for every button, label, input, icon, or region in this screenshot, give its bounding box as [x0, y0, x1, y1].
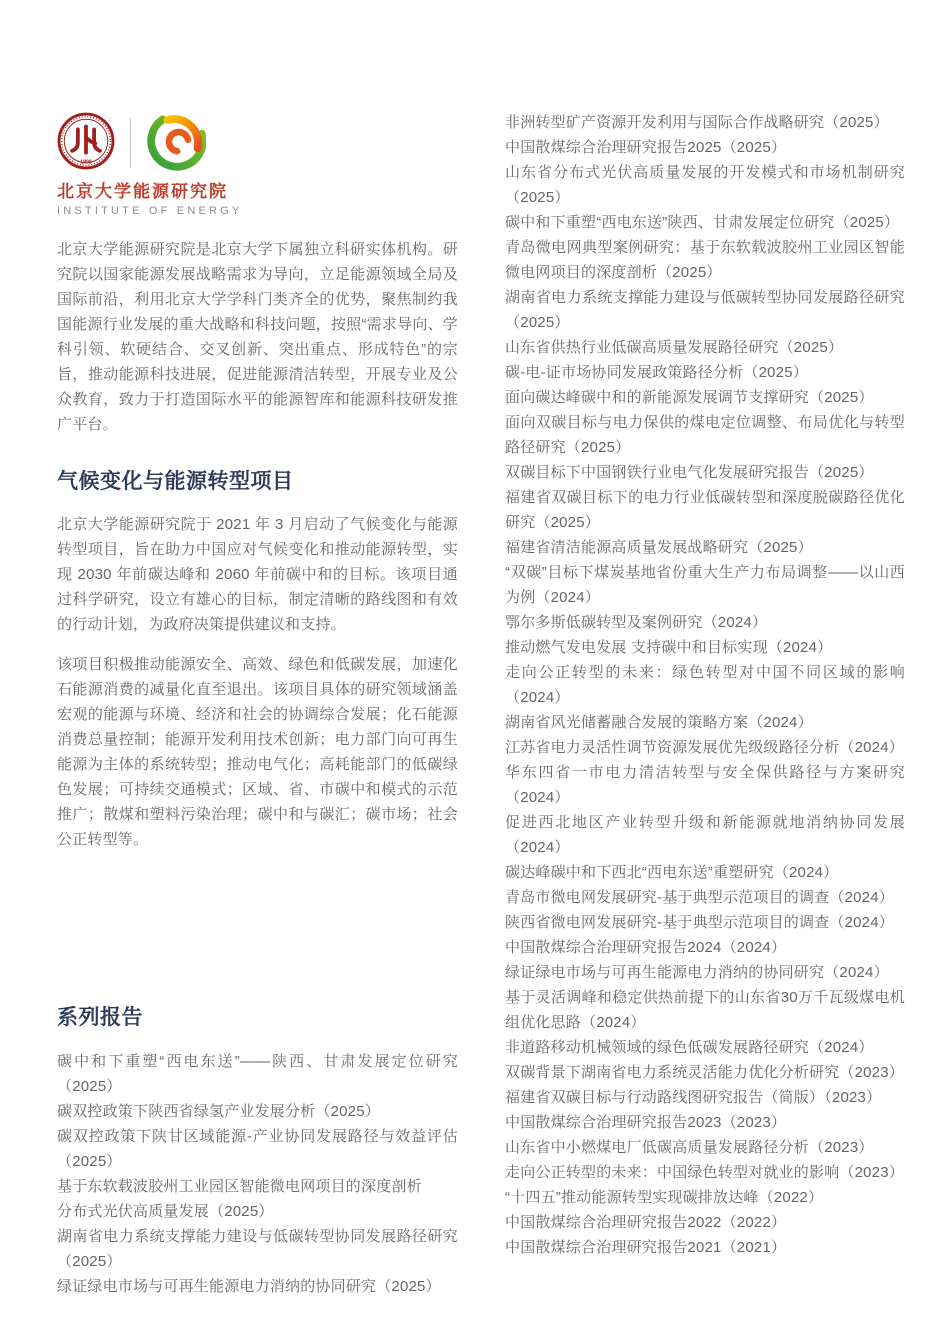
report-list-item: 基于东软载波胶州工业园区智能微电网项目的深度剖析	[57, 1177, 422, 1195]
report-list-item: 山东省分布式光伏高质量发展的开发模式和市场机制研究（2025）	[505, 164, 905, 206]
report-list-item: “十四五”推动能源转型实现碳排放达峰（2022）	[505, 1189, 824, 1206]
report-list-item: 面向双碳目标与电力保供的煤电定位调整、布局优化与转型路径研究（2025）	[505, 414, 905, 456]
report-list-item: 华东四省一市电力清洁转型与安全保供路径与方案研究（2024）	[505, 764, 905, 806]
logo-divider	[130, 118, 131, 168]
report-list-item: 中国散煤综合治理研究报告2023（2023）	[505, 1114, 787, 1131]
report-list-item: 双碳背景下湖南省电力系统灵活能力优化分析研究（2023）	[505, 1064, 904, 1081]
report-list-item: 福建省双碳目标下的电力行业低碳转型和深度脱碳路径优化研究（2025）	[505, 489, 905, 531]
report-list-item: 碳-电-证市场协同发展政策路径分析（2025）	[505, 364, 808, 381]
report-list-item: 山东省中小燃煤电厂低碳高质量发展路径分析（2023）	[505, 1139, 874, 1156]
report-list-item: 鄂尔多斯低碳转型及案例研究（2024）	[505, 614, 768, 631]
report-list-item: 基于灵活调峰和稳定供热前提下的山东省30万千瓦级煤电机组优化思路（2024）	[505, 989, 905, 1031]
section-title-climate-project: 气候变化与能源转型项目	[57, 470, 294, 493]
report-list-item: 中国散煤综合治理研究报告2022（2022）	[505, 1214, 787, 1231]
reports-list-left	[57, 1049, 458, 1299]
report-list-item: 双碳目标下中国钢铁行业电气化发展研究报告（2025）	[505, 464, 874, 481]
report-list-item: 分布式光伏高质量发展（2025）	[57, 1202, 274, 1220]
report-list-item: 中国散煤综合治理研究报告2021（2021）	[505, 1239, 787, 1256]
report-list-item: 碳达峰碳中和下西北“西电东送”重塑研究（2024）	[505, 864, 839, 881]
org-name-chinese: 北京大学能源研究院	[57, 182, 228, 201]
left-column	[57, 108, 458, 1304]
report-list-item: 福建省清洁能源高质量发展战略研究（2025）	[505, 539, 813, 556]
report-list-item: 湖南省电力系统支撑能力建设与低碳转型协同发展路径研究（2025）	[505, 289, 905, 331]
report-list-item: 中国散煤综合治理研究报告2025（2025）	[505, 139, 787, 156]
report-list-item: 走向公正转型的未来：绿色转型对中国不同区域的影响（2024）	[505, 664, 905, 706]
seal-year-label: 1898	[80, 159, 92, 166]
institute-logo	[57, 114, 458, 172]
report-list-item: 江苏省电力灵活性调节资源发展优先级级路径分析（2024）	[505, 739, 904, 756]
report-list-item: 绿证绿电市场与可再生能源电力消纳的协同研究（2024）	[505, 964, 889, 981]
report-list-item: 陕西省微电网发展研究-基于典型示范项目的调查（2024）	[505, 914, 894, 931]
energy-swirl-icon	[146, 111, 206, 176]
project-paragraph-2: 该项目积极推动能源安全、高效、绿色和低碳发展，加速化石能源消费的减量化直至退出。该项目具体的研究领域涵盖宏观的能源与环境、经济和社会的协调综合发展；化石能源消费总量控制；能源开发利用技术创新；电力部门向可再生能源为主体的系统转型；推动电气化；高耗能部门的低碳绿色发展；可持续交通模式；区域、省、市碳中和模式的示范推广；散煤和塑料污染治理；碳中和与碳汇；碳市场；社会公正转型等。	[57, 656, 458, 849]
section-title-report-series: 系列报告	[57, 1006, 143, 1030]
report-list-item: 走向公正转型的未来：中国绿色转型对就业的影响（2023）	[505, 1164, 904, 1181]
org-intro-paragraph: 北京大学能源研究院是北京大学下属独立科研实体机构。研究院以国家能源发展战略需求为导向，立足能源领域全局及国际前沿，利用北京大学学科门类齐全的优势，聚焦制约我国能源行业发展的重大战略和科技问题，按照“需求导向、学科引领、软硬结合、交叉创新、突出重点、形成特色”的宗旨，推动能源科技进展，促进能源清洁转型，开展专业及公众教育，致力于打造国际水平的能源智库和能源科技研发推广平台。	[57, 241, 458, 433]
report-list-item: 面向碳达峰碳中和的新能源发展调节支撑研究（2025）	[505, 389, 874, 406]
report-list-item: 碳中和下重塑“西电东送”——陕西、甘肃发展定位研究（2025）	[57, 1052, 458, 1095]
project-paragraph-1: 北京大学能源研究院于 2021 年 3 月启动了气候变化与能源转型项目，旨在助力中国应对气候变化和推动能源转型，实现 2030 年前碳达峰和 2060 年前碳中和的目标。该项目通过科学研究，设立有雄心的目标，制定清晰的路线图和有效的行动计划，为政府决策提供建议和支持。	[57, 516, 458, 634]
report-list-item: 非洲转型矿产资源开发利用与国际合作战略研究（2025）	[505, 114, 889, 131]
report-list-item: 碳双控政策下陕西省绿氢产业发展分析（2025）	[57, 1102, 380, 1120]
report-list-item: 推动燃气发电发展 支持碳中和目标实现（2024）	[505, 639, 833, 656]
report-list-item: 绿证绿电市场与可再生能源电力消纳的协同研究（2025）	[57, 1277, 441, 1295]
org-name-english: INSTITUTE OF ENERGY	[57, 205, 243, 217]
report-list-item: 青岛市微电网发展研究-基于典型示范项目的调查（2024）	[505, 889, 894, 906]
pku-seal-icon	[57, 112, 115, 175]
report-list-item: 福建省双碳目标与行动路线图研究报告（简版）（2023）	[505, 1089, 882, 1106]
report-list-item: 碳双控政策下陕甘区域能源-产业协同发展路径与效益评估（2025）	[57, 1127, 458, 1170]
report-list-item: “双碳”目标下煤炭基地省份重大生产力布局调整——以山西为例（2024）	[505, 564, 905, 606]
report-list-item: 湖南省电力系统支撑能力建设与低碳转型协同发展路径研究（2025）	[57, 1227, 458, 1270]
report-list-item: 碳中和下重塑“西电东送”陕西、甘肃发展定位研究（2025）	[505, 214, 900, 231]
report-list-item: 促进西北地区产业转型升级和新能源就地消纳协同发展（2024）	[505, 814, 905, 856]
right-column	[505, 108, 905, 1304]
report-list-item: 山东省供热行业低碳高质量发展路径研究（2025）	[505, 339, 844, 356]
report-list-item: 中国散煤综合治理研究报告2024（2024）	[505, 939, 787, 956]
report-list-item: 青岛微电网典型案例研究：基于东软载波胶州工业园区智能微电网项目的深度剖析（2025）	[505, 239, 905, 281]
report-list-item: 非道路移动机械领域的绿色低碳发展路径研究（2024）	[505, 1039, 874, 1056]
report-list-item: 湖南省风光储蓄融合发展的策略方案（2024）	[505, 714, 813, 731]
reports-list-right	[505, 110, 905, 1260]
